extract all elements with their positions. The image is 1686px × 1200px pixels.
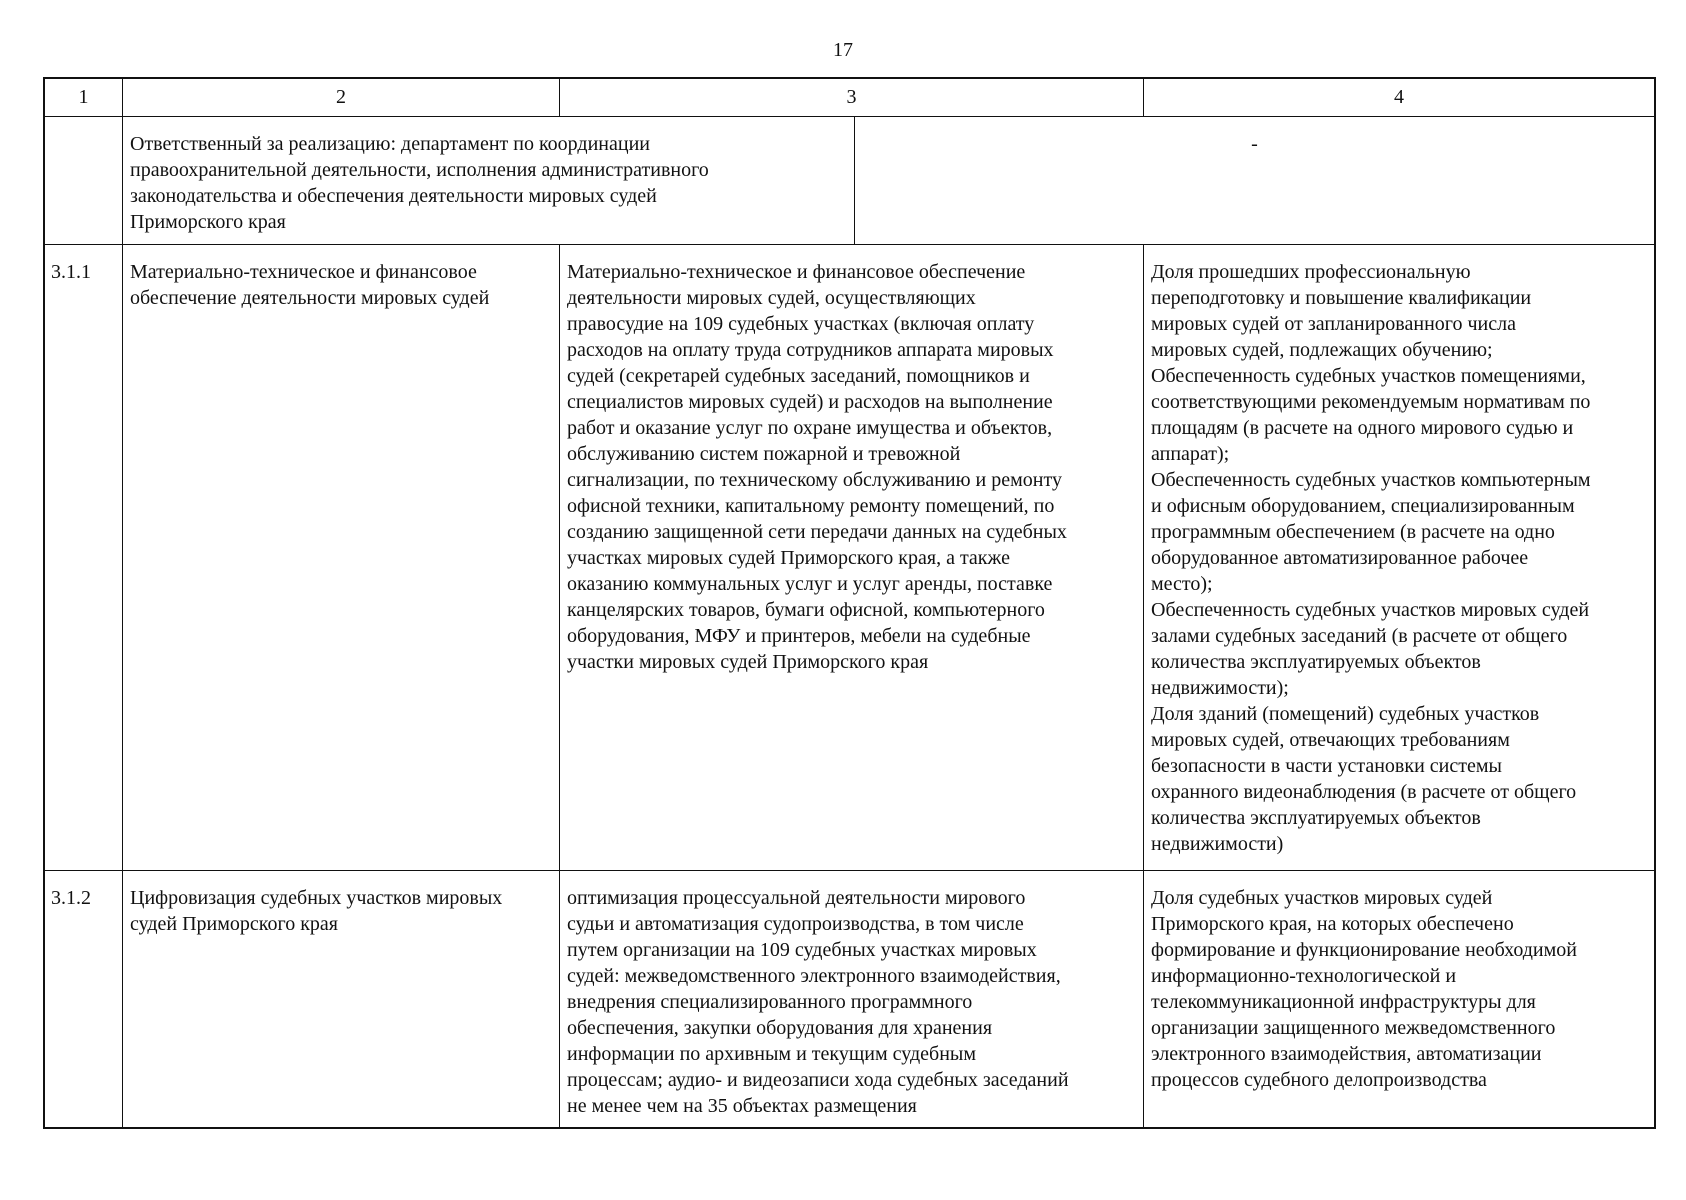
table-header-row — [45, 79, 1654, 117]
row-number: 3.1.2 — [45, 871, 123, 1127]
table-row — [45, 245, 1654, 871]
row-number: 3.1.1 — [45, 245, 123, 870]
row-indicators: Доля судебных участков мировых судей Приморского края, на которых обеспечено формирование и функционирование необходимой информационно-технологической и телекоммуникационной инфраструктуры для организации защищенного межведомственного электронного взаимодействия, автоматизации процессов судебного делопроизводства — [1151, 887, 1577, 1091]
responsible-row — [45, 117, 1654, 245]
responsible-text: Ответственный за реализацию: департамент по координации правоохранительной деятельности, исполнения административного законодательства и обеспечения деятельности мировых судей Приморского края — [123, 117, 855, 244]
row-name: Цифровизация судебных участков мировых судей Приморского края — [123, 871, 560, 1127]
header-cell-2: 2 — [123, 79, 560, 116]
row-name: Материально-техническое и финансовое обеспечение деятельности мировых судей — [123, 245, 560, 870]
row-description: оптимизация процессуальной деятельности мирового судьи и автоматизация судопроизводства, в том числе путем организации на 109 судебных участках мировых судей: межведомственного электронного взаимодействия, внедрения специализированного программного обеспечения, закупки оборудования для хранения информации по архивным и текущим судебным процессам; аудио- и видеозаписи хода судебных заседаний не менее чем на 35 объектах размещения — [560, 871, 1144, 1127]
header-cell-3: 3 — [560, 79, 1144, 116]
responsible-number-cell — [45, 117, 123, 244]
page-number: 17 — [833, 39, 853, 61]
program-table — [43, 77, 1656, 1129]
responsible-value: - — [1251, 133, 1258, 155]
row-description: Материально-техническое и финансовое обеспечение деятельности мировых судей, осуществляющих правосудие на 109 судебных участках (включая оплату расходов на оплату труда сотрудников аппарата мировых судей (секретарей судебных заседаний, помощников и специалистов мировых судей) и расходов на выполнение работ и оказание услуг по охране имущества и объектов, обслуживанию систем пожарной и тревожной сигнализации, по техническому обслуживанию и ремонту офисной техники, капитальному ремонту помещений, по созданию защищенной сети передачи данных на судебных участках мировых судей Приморского края, а также оказанию коммунальных услуг и услуг аренды, поставке канцелярских товаров, бумаги офисной, компьютерного оборудования, МФУ и принтеров, мебели на судебные участки мировых судей Приморского края — [560, 245, 1144, 870]
row-indicators: Доля прошедших профессиональную переподготовку и повышение квалификации мировых судей от запланированного числа мировых судей, подлежащих обучению; Обеспеченность судебных участков помещениями, соответствующими рекомендуемым нормативам по площадям (в расчете на одного мирового судью и аппарат); Обеспеченность судебных участков компьютерным и офисным оборудованием, специализированным программным обеспечением (в расчете на одно оборудованное автоматизированное рабочее место); Обеспеченность судебных участков мировых судей залами судебных заседаний (в расчете от общего количества эксплуатируемых объектов недвижимости); Доля зданий (помещений) судебных участков мировых судей, отвечающих требованиям безопасности в части установки системы охранного видеонаблюдения (в расчете от общего количества эксплуатируемых объектов недвижимости) — [1151, 261, 1591, 855]
table-row — [45, 871, 1654, 1127]
header-cell-4: 4 — [1394, 86, 1404, 108]
header-cell-1: 1 — [45, 79, 123, 116]
